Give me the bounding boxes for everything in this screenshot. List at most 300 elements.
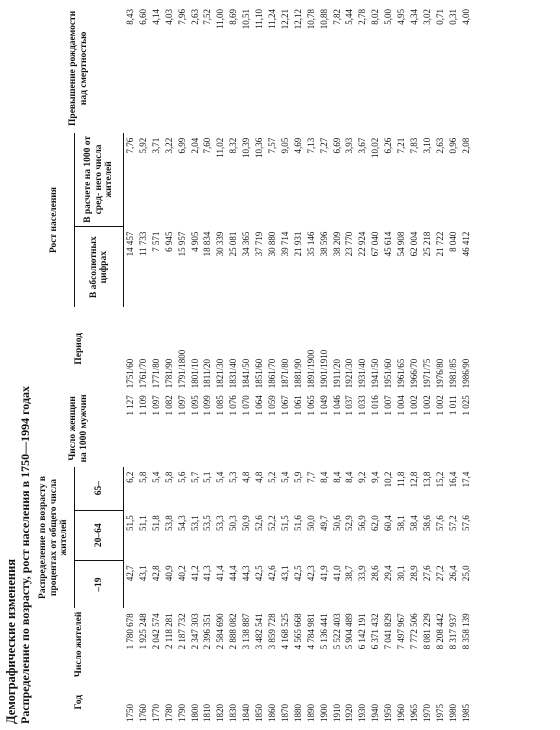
cell-a19: 42,5 xyxy=(292,565,303,582)
cell-pop: 6 371 432 xyxy=(370,613,381,650)
cell-abs: 37 719 xyxy=(254,231,265,257)
cell-women: 1 065 xyxy=(305,395,316,416)
cell-period: 1911/20 xyxy=(331,359,342,389)
cell-abs: 25 081 xyxy=(228,231,239,257)
cell-per: 11,02 xyxy=(215,137,226,158)
cell-a19: 28,6 xyxy=(370,565,381,582)
cell-women: 1 109 xyxy=(137,395,148,416)
cell-women: 1 076 xyxy=(228,395,239,416)
cell-a19: 43,1 xyxy=(137,565,148,582)
cell-period: 1871/80 xyxy=(279,358,290,389)
cell-period: 1961/65 xyxy=(396,358,407,389)
cell-a65: 13,8 xyxy=(421,471,432,488)
cell-a2064: 51,1 xyxy=(137,515,148,531)
cell-a19: 40,2 xyxy=(176,565,187,582)
table-row xyxy=(460,4,473,724)
cell-year: 1940 xyxy=(370,704,381,722)
cell-year: 1965 xyxy=(408,704,419,722)
cell-abs: 15 957 xyxy=(176,231,187,257)
cell-a65: 15,2 xyxy=(434,471,445,488)
cell-abs: 46 412 xyxy=(460,231,471,257)
cell-women: 1 002 xyxy=(434,395,445,416)
cell-exc: 11,10 xyxy=(254,9,265,29)
cell-a2064: 53,3 xyxy=(215,515,226,531)
cell-per: 6,99 xyxy=(176,137,187,154)
cell-period: 1921/30 xyxy=(344,358,355,389)
table-row xyxy=(395,4,408,724)
cell-a2064: 50,9 xyxy=(241,515,252,531)
cell-a65: 6,2 xyxy=(125,471,135,483)
cell-a2064: 58,4 xyxy=(408,515,419,531)
cell-period: 1891/1900 xyxy=(305,349,316,389)
table-row xyxy=(369,4,382,724)
cell-period: 1941/50 xyxy=(370,358,381,389)
cell-a2064: 56,9 xyxy=(357,515,368,531)
cell-a65: 5,8 xyxy=(163,471,174,483)
cell-year: 1870 xyxy=(279,704,290,722)
cell-exc: 0,31 xyxy=(447,9,458,25)
cell-women: 1 061 xyxy=(292,395,303,416)
cell-exc: 10,88 xyxy=(318,9,329,30)
cell-women: 1 067 xyxy=(279,395,290,416)
cell-a2064: 53,5 xyxy=(202,515,213,531)
cell-abs: 38 596 xyxy=(318,231,329,257)
cell-a19: 41,9 xyxy=(318,565,329,582)
cell-women: 1 002 xyxy=(408,395,419,416)
cell-year: 1910 xyxy=(331,704,342,722)
cell-a2064: 52,9 xyxy=(344,515,355,531)
header-age-65: 65– xyxy=(75,467,124,511)
cell-exc: 8,43 xyxy=(124,9,135,25)
cell-year: 1975 xyxy=(434,704,445,722)
header-age-20-64: 20–64 xyxy=(75,510,124,560)
cell-year: 1750 xyxy=(124,704,135,722)
cell-a65: 5,8 xyxy=(137,471,148,483)
cell-year: 1900 xyxy=(318,704,329,722)
cell-a65: 9,2 xyxy=(357,471,368,483)
cell-a19: 33,9 xyxy=(357,565,368,582)
cell-period: 1831/40 xyxy=(228,358,239,389)
table-row xyxy=(318,4,331,724)
cell-abs: 23 770 xyxy=(344,231,355,257)
cell-exc: 4,14 xyxy=(150,9,161,25)
cell-year: 1850 xyxy=(254,704,265,722)
cell-abs: 7 571 xyxy=(150,231,161,252)
cell-pop: 3 482 541 xyxy=(254,613,265,650)
cell-per: 3,10 xyxy=(421,137,432,154)
cell-period: 1771/80 xyxy=(150,358,161,389)
cell-a19: 26,4 xyxy=(447,565,458,582)
header-year: Год xyxy=(73,694,84,710)
cell-abs: 30 339 xyxy=(215,231,226,257)
cell-year: 1950 xyxy=(383,704,394,722)
cell-abs: 11 733 xyxy=(137,231,148,257)
cell-a19: 42,6 xyxy=(266,565,277,582)
cell-a65: 17,4 xyxy=(460,471,471,488)
cell-abs: 39 714 xyxy=(279,231,290,257)
cell-period: 1981/85 xyxy=(447,358,458,389)
cell-per: 3,22 xyxy=(163,137,174,154)
cell-a65: 5,6 xyxy=(176,471,187,483)
cell-exc: 7,82 xyxy=(331,9,342,25)
table-row xyxy=(240,4,253,724)
cell-period: 1971/75 xyxy=(421,358,432,389)
cell-abs: 18 834 xyxy=(202,231,213,257)
cell-year: 1810 xyxy=(202,704,213,722)
cell-exc: 11,24 xyxy=(266,9,277,29)
table-row xyxy=(305,4,318,724)
demographics-table xyxy=(34,4,472,724)
cell-pop: 3 859 728 xyxy=(266,613,277,650)
cell-a65: 5,4 xyxy=(279,471,290,483)
page-title: Демографические изменения xyxy=(4,558,18,724)
cell-exc: 12,12 xyxy=(292,9,303,30)
cell-women: 1 085 xyxy=(215,395,226,416)
table-row xyxy=(227,4,240,724)
cell-a19: 28,9 xyxy=(408,565,419,582)
cell-a2064: 51,5 xyxy=(125,515,135,531)
cell-per: 6,26 xyxy=(383,137,394,154)
cell-year: 1920 xyxy=(344,704,355,722)
table-row xyxy=(137,4,150,724)
cell-a19: 27,6 xyxy=(421,565,432,582)
table-row xyxy=(253,4,266,724)
cell-per: 7,60 xyxy=(202,137,213,154)
cell-period: 1986/90 xyxy=(460,358,471,389)
cell-per: 10,39 xyxy=(241,137,252,159)
cell-a19: 25,0 xyxy=(460,565,471,582)
cell-women: 1 099 xyxy=(202,395,213,416)
cell-per: 9,05 xyxy=(279,137,290,154)
cell-pop: 8 358 139 xyxy=(460,613,471,650)
cell-women: 1 049 xyxy=(318,395,329,416)
cell-year: 1790 xyxy=(176,704,187,722)
cell-year: 1970 xyxy=(421,704,432,722)
cell-per: 2,08 xyxy=(460,137,471,154)
cell-exc: 11,00 xyxy=(215,9,226,29)
header-population: Число жителей xyxy=(73,611,84,678)
cell-a19: 43,1 xyxy=(279,565,290,582)
table-row xyxy=(201,4,214,724)
cell-period: 1791/1800 xyxy=(176,349,187,389)
cell-women: 1 064 xyxy=(254,395,265,416)
cell-period: 1976/80 xyxy=(434,358,445,389)
cell-a65: 8,4 xyxy=(331,471,342,483)
cell-a2064: 57,2 xyxy=(447,515,458,531)
table-row xyxy=(356,4,369,724)
cell-a65: 7,7 xyxy=(305,471,316,483)
cell-pop: 7 041 829 xyxy=(383,613,394,650)
cell-year: 1980 xyxy=(447,704,458,722)
cell-year: 1890 xyxy=(305,704,316,722)
cell-abs: 14 457 xyxy=(125,231,135,257)
cell-per: 10,02 xyxy=(370,137,381,159)
cell-exc: 10,78 xyxy=(305,9,316,30)
cell-period: 1811/20 xyxy=(202,359,213,389)
cell-period: 1861/70 xyxy=(266,358,277,389)
cell-period: 1966/70 xyxy=(408,358,419,389)
cell-a65: 4,8 xyxy=(241,471,252,483)
cell-year: 1830 xyxy=(228,704,239,722)
cell-year: 1840 xyxy=(241,704,252,722)
cell-abs: 35 146 xyxy=(305,231,316,257)
cell-exc: 3,02 xyxy=(421,9,432,25)
cell-a2064: 52,2 xyxy=(266,515,277,531)
cell-a2064: 51,5 xyxy=(279,515,290,531)
cell-pop: 2 888 082 xyxy=(228,613,239,650)
table-row xyxy=(382,4,395,724)
cell-exc: 4,34 xyxy=(408,9,419,25)
cell-pop: 2 042 574 xyxy=(150,613,161,650)
cell-abs: 30 880 xyxy=(266,231,277,257)
cell-pop: 2 584 690 xyxy=(215,613,226,650)
cell-a19: 42,7 xyxy=(125,565,135,582)
cell-pop: 5 904 489 xyxy=(344,613,355,650)
header-age-0-19: –19 xyxy=(75,560,124,608)
cell-a19: 38,7 xyxy=(344,565,355,582)
cell-period: 1931/40 xyxy=(357,358,368,389)
cell-per: 7,57 xyxy=(266,137,277,154)
cell-a19: 40,9 xyxy=(163,565,174,582)
cell-exc: 8,69 xyxy=(228,9,239,25)
header-growth-group: Рост населения xyxy=(34,133,75,308)
cell-per: 8,32 xyxy=(228,137,239,154)
cell-per: 7,27 xyxy=(318,137,329,154)
cell-abs: 4 905 xyxy=(189,231,200,252)
cell-exc: 2,78 xyxy=(357,9,368,25)
cell-a2064: 60,4 xyxy=(383,515,394,531)
cell-a19: 41,0 xyxy=(331,565,342,582)
table-row xyxy=(343,4,356,724)
header-age-group: Распределение по возрасту в процентах от общего числа жителей xyxy=(34,467,75,609)
cell-pop: 5 522 403 xyxy=(331,613,342,650)
cell-abs: 62 004 xyxy=(408,231,419,257)
cell-exc: 5,00 xyxy=(383,9,394,25)
cell-a65: 16,4 xyxy=(447,471,458,488)
cell-period: 1781/90 xyxy=(163,358,174,389)
cell-a19: 42,8 xyxy=(150,565,161,582)
cell-a2064: 54,3 xyxy=(176,515,187,531)
cell-women: 1 097 xyxy=(176,395,187,416)
cell-pop: 7 497 967 xyxy=(396,613,407,650)
table-row xyxy=(331,4,344,724)
cell-a65: 5,4 xyxy=(150,471,161,483)
cell-abs: 34 365 xyxy=(241,231,252,257)
cell-period: 1761/70 xyxy=(137,358,148,389)
cell-year: 1880 xyxy=(292,704,303,722)
cell-per: 7,21 xyxy=(396,137,407,154)
cell-a19: 41,4 xyxy=(215,565,226,582)
cell-women: 1 127 xyxy=(124,395,135,416)
cell-per: 0,96 xyxy=(447,137,458,154)
cell-women: 1 046 xyxy=(331,395,342,416)
cell-a19: 29,4 xyxy=(383,565,394,582)
cell-pop: 4 784 981 xyxy=(305,613,316,650)
cell-a2064: 57,6 xyxy=(434,515,445,531)
cell-abs: 45 614 xyxy=(383,231,394,257)
cell-women: 1 082 xyxy=(163,395,174,416)
cell-per: 10,36 xyxy=(254,137,265,159)
cell-a19: 44,4 xyxy=(228,565,239,582)
cell-pop: 8 081 229 xyxy=(421,613,432,650)
cell-period: 1951/60 xyxy=(383,358,394,389)
table-row xyxy=(279,4,292,724)
cell-a2064: 58,1 xyxy=(396,515,407,531)
table-row xyxy=(189,4,202,724)
cell-period: 1841/50 xyxy=(241,358,252,389)
table-row xyxy=(434,4,447,724)
cell-abs: 38 209 xyxy=(331,231,342,257)
cell-year: 1960 xyxy=(396,704,407,722)
cell-pop: 8 208 442 xyxy=(434,613,445,650)
header-excess: Превышение рождаемости над смертностью xyxy=(68,10,89,126)
cell-year: 1770 xyxy=(150,704,161,722)
cell-exc: 0,71 xyxy=(434,9,445,25)
cell-a19: 42,5 xyxy=(254,565,265,582)
table-row xyxy=(163,4,176,724)
cell-women: 1 097 xyxy=(150,395,161,416)
cell-women: 1 037 xyxy=(344,395,355,416)
cell-a65: 5,9 xyxy=(292,471,303,483)
cell-a19: 42,3 xyxy=(305,565,316,582)
cell-exc: 10,51 xyxy=(241,9,252,30)
cell-abs: 21 722 xyxy=(434,231,445,257)
cell-a19: 41,2 xyxy=(189,565,200,582)
table-row xyxy=(292,4,305,724)
cell-a65: 5,2 xyxy=(266,471,277,483)
cell-exc: 4,00 xyxy=(460,9,471,25)
cell-abs: 54 908 xyxy=(396,231,407,257)
cell-pop: 7 772 506 xyxy=(408,613,419,650)
cell-a65: 8,4 xyxy=(344,471,355,483)
cell-per: 3,67 xyxy=(357,137,368,154)
cell-a2064: 50,6 xyxy=(331,515,342,531)
table-row xyxy=(408,4,421,724)
cell-a65: 5,4 xyxy=(215,471,226,483)
cell-pop: 2 187 732 xyxy=(176,613,187,650)
cell-women: 1 095 xyxy=(189,395,200,416)
cell-women: 1 004 xyxy=(396,395,407,416)
header-growth-per1000: В расчете на 1000 от сред- него числа жителей xyxy=(75,133,124,227)
cell-a2064: 58,6 xyxy=(421,515,432,531)
cell-a19: 44,3 xyxy=(241,565,252,582)
cell-a2064: 50,3 xyxy=(228,515,239,531)
cell-a65: 12,8 xyxy=(408,471,419,488)
cell-pop: 2 118 281 xyxy=(163,613,174,650)
cell-year: 1760 xyxy=(137,704,148,722)
cell-a65: 5,7 xyxy=(189,471,200,483)
table-row xyxy=(214,4,227,724)
cell-year: 1780 xyxy=(163,704,174,722)
cell-abs: 67 040 xyxy=(370,231,381,257)
table-row xyxy=(150,4,163,724)
cell-women: 1 011 xyxy=(447,395,458,416)
cell-a19: 27,2 xyxy=(434,565,445,582)
cell-pop: 5 136 441 xyxy=(318,613,329,650)
table-body xyxy=(124,4,473,724)
cell-per: 3,93 xyxy=(344,137,355,154)
cell-a2064: 53,1 xyxy=(189,515,200,531)
cell-per: 7,76 xyxy=(125,137,135,154)
cell-per: 2,63 xyxy=(434,137,445,154)
header-period: Период xyxy=(73,332,84,365)
cell-women: 1 070 xyxy=(241,395,252,416)
cell-women: 1 025 xyxy=(460,395,471,416)
cell-a19: 41,3 xyxy=(202,565,213,582)
cell-period: 1821/30 xyxy=(215,358,226,389)
page-subtitle: Распределение по возрасту, рост населения в 1750—1994 годах xyxy=(18,385,32,724)
cell-women: 1 033 xyxy=(357,395,368,416)
cell-period: 1801/10 xyxy=(189,358,200,389)
cell-year: 1820 xyxy=(215,704,226,722)
cell-exc: 8,02 xyxy=(370,9,381,25)
cell-a65: 9,4 xyxy=(370,471,381,483)
table-row xyxy=(447,4,460,724)
cell-exc: 12,21 xyxy=(279,9,290,30)
cell-a65: 10,2 xyxy=(383,471,394,488)
cell-abs: 8 040 xyxy=(447,231,458,252)
cell-a65: 5,3 xyxy=(228,471,239,483)
cell-women: 1 002 xyxy=(421,395,432,416)
cell-a65: 5,1 xyxy=(202,471,213,483)
cell-a2064: 51,8 xyxy=(150,515,161,531)
cell-period: 1851/60 xyxy=(254,358,265,389)
cell-exc: 4,95 xyxy=(396,9,407,25)
cell-period: 1751/60 xyxy=(124,358,135,389)
cell-exc: 4,03 xyxy=(163,9,174,25)
cell-exc: 6,60 xyxy=(137,9,148,25)
cell-per: 7,13 xyxy=(305,137,316,154)
header-women: Число женщин на 1000 мужчин xyxy=(68,394,89,463)
cell-exc: 5,44 xyxy=(344,9,355,25)
cell-year: 1930 xyxy=(357,704,368,722)
cell-pop: 3 138 887 xyxy=(241,613,252,650)
cell-year: 1800 xyxy=(189,704,200,722)
cell-a2064: 49,7 xyxy=(318,515,329,531)
cell-pop: 4 565 668 xyxy=(292,613,303,650)
cell-period: 1901/1910 xyxy=(318,349,329,389)
cell-a65: 8,4 xyxy=(318,471,329,483)
cell-period: 1881/90 xyxy=(292,358,303,389)
table-row xyxy=(176,4,189,724)
cell-women: 1 059 xyxy=(266,395,277,416)
cell-per: 2,04 xyxy=(189,137,200,154)
cell-pop: 2 347 303 xyxy=(189,613,200,650)
cell-per: 5,92 xyxy=(137,137,148,154)
cell-a2064: 57,6 xyxy=(460,515,471,531)
cell-a19: 30,1 xyxy=(396,565,407,582)
cell-exc: 2,63 xyxy=(189,9,200,25)
cell-abs: 22 924 xyxy=(357,231,368,257)
cell-abs: 21 931 xyxy=(292,231,303,257)
cell-year: 1985 xyxy=(460,704,471,722)
cell-per: 3,71 xyxy=(150,137,161,154)
table-row xyxy=(266,4,279,724)
cell-a2064: 51,6 xyxy=(292,515,303,531)
cell-pop: 6 142 191 xyxy=(357,613,368,650)
cell-pop: 2 396 351 xyxy=(202,613,213,650)
cell-per: 7,83 xyxy=(408,137,419,154)
cell-abs: 25 218 xyxy=(421,231,432,257)
cell-exc: 7,52 xyxy=(202,9,213,25)
cell-per: 4,69 xyxy=(292,137,303,154)
cell-a2064: 53,8 xyxy=(163,515,174,531)
cell-pop: 1 925 248 xyxy=(137,613,148,650)
cell-women: 1 007 xyxy=(383,395,394,416)
table-row xyxy=(421,4,434,724)
cell-pop: 8 317 937 xyxy=(447,613,458,650)
cell-a2064: 62,0 xyxy=(370,515,381,531)
